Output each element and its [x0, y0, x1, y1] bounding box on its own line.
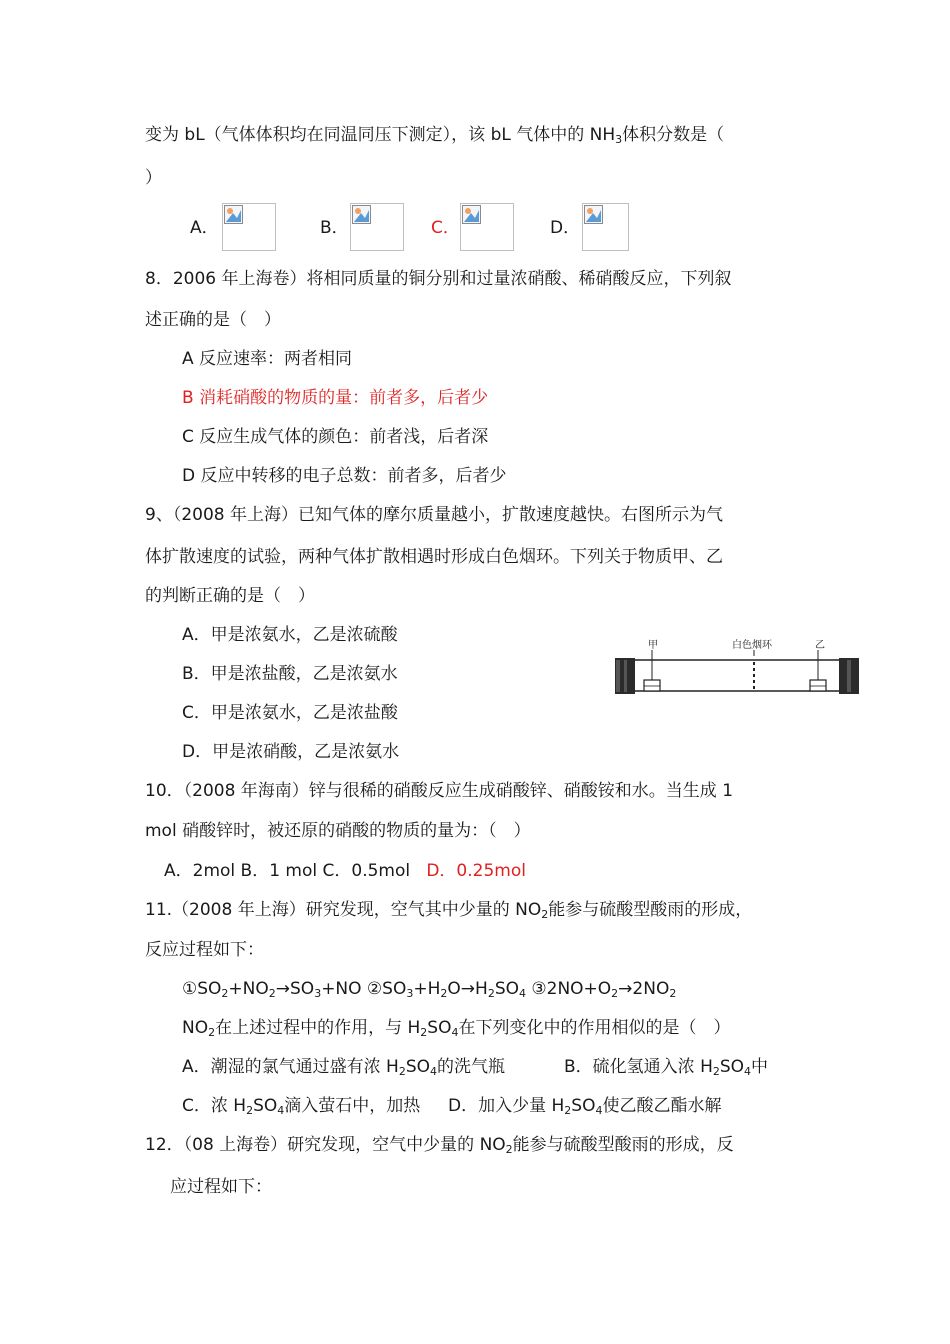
q9-option-c: C．甲是浓氨水，乙是浓盐酸 — [182, 703, 398, 723]
q11-role-line: $NO_2$在上述过程中的作用，与 $H_2SO_4$在下列变化中的作用相似的是（ ） — [182, 1018, 731, 1039]
q9-line3: 的判断正确的是（ ） — [145, 586, 315, 606]
q11-line2: 反应过程如下： — [145, 940, 264, 960]
q11-option-a: A．潮湿的氯气通过盛有浓 $H_2SO_4$的洗气瓶 — [182, 1057, 505, 1078]
broken-image-icon — [352, 205, 371, 224]
broken-image-icon — [224, 205, 243, 224]
q8-option-d: D 反应中转移的电子总数：前者多，后者少 — [182, 466, 507, 486]
q9-line1: 9、（2008 年上海）已知气体的摩尔质量越小，扩散速度越快。右图所示为气 — [145, 505, 723, 525]
q7-option-b-image — [350, 203, 404, 251]
broken-image-icon — [462, 205, 481, 224]
q9-option-a: A．甲是浓氨水，乙是浓硫酸 — [182, 625, 398, 645]
q10-line2: mol 硝酸锌时，被还原的硝酸的物质的量为：（ ） — [145, 821, 531, 841]
q7-option-c-label: C． — [431, 218, 460, 238]
q11-option-d: D．加入少量 $H_2SO_4$使乙酸乙酯水解 — [448, 1096, 722, 1117]
q11-reactions: $①SO_2+NO_2\to SO_3+NO$ $②SO_3+H_2O\to H_2SO_4$ $③2NO+O_2\to 2NO_2$ — [182, 979, 677, 1000]
q8-line2: 述正确的是（ ） — [145, 310, 281, 330]
q12-line2: 应过程如下： — [170, 1177, 272, 1197]
q9-line2: 体扩散速度的试验，两种气体扩散相遇时形成白色烟环。下列关于物质甲、乙 — [145, 547, 723, 567]
q8-option-c: C 反应生成气体的颜色：前者浅，后者深 — [182, 427, 489, 447]
q7-option-d-label: D． — [550, 218, 581, 238]
broken-image-icon — [584, 205, 603, 224]
q11-option-c: C．浓 $H_2SO_4$滴入萤石中，加热 — [182, 1096, 421, 1117]
q7-option-a-image — [222, 203, 276, 251]
q9-option-d: D．甲是浓硝酸，乙是浓氨水 — [182, 742, 400, 762]
gas-diffusion-figure — [612, 636, 862, 698]
q7-option-c-image — [460, 203, 514, 251]
q7-line2: ） — [145, 168, 162, 188]
q8-line1: 8．2006 年上海卷）将相同质量的铜分别和过量浓硝酸、稀硝酸反应，下列叙 — [145, 269, 732, 289]
q10-option-d: D．0.25mol — [426, 861, 526, 881]
fig-label-jia: 甲 — [648, 640, 658, 651]
q8-option-b: B 消耗硝酸的物质的量：前者多，后者少 — [182, 388, 489, 408]
q7-option-b-label: B． — [320, 218, 349, 238]
q10-options: A．2mol B．1 mol C．0.5mol D．0.25mol — [164, 861, 526, 881]
q7-option-d-image — [582, 203, 629, 251]
q12-line1: 12．（08 上海卷）研究发现，空气中少量的 $NO_2$能参与硫酸型酸雨的形成，反 — [145, 1135, 734, 1156]
q11-option-b: B．硫化氢通入浓 $H_2SO_4$中 — [564, 1057, 769, 1078]
q7-line1: 变为 bL（气体体积均在同温同压下测定），该 bL 气体中的 $NH_3$体积分数是（ — [145, 125, 725, 146]
q10-line1: 10．（2008 年海南）锌与很稀的硝酸反应生成硝酸锌、硝酸铵和水。当生成 1 — [145, 781, 734, 801]
q7-option-a-label: A． — [190, 218, 219, 238]
fig-label-smoke-ring: 白色烟环 — [732, 640, 772, 651]
fig-label-yi: 乙 — [815, 640, 825, 651]
q9-option-b: B．甲是浓盐酸，乙是浓氨水 — [182, 664, 398, 684]
q11-line1: 11.（2008 年上海）研究发现，空气其中少量的 $NO_2$能参与硫酸型酸雨的形成， — [145, 900, 753, 921]
q8-option-a: A 反应速率：两者相同 — [182, 349, 353, 369]
